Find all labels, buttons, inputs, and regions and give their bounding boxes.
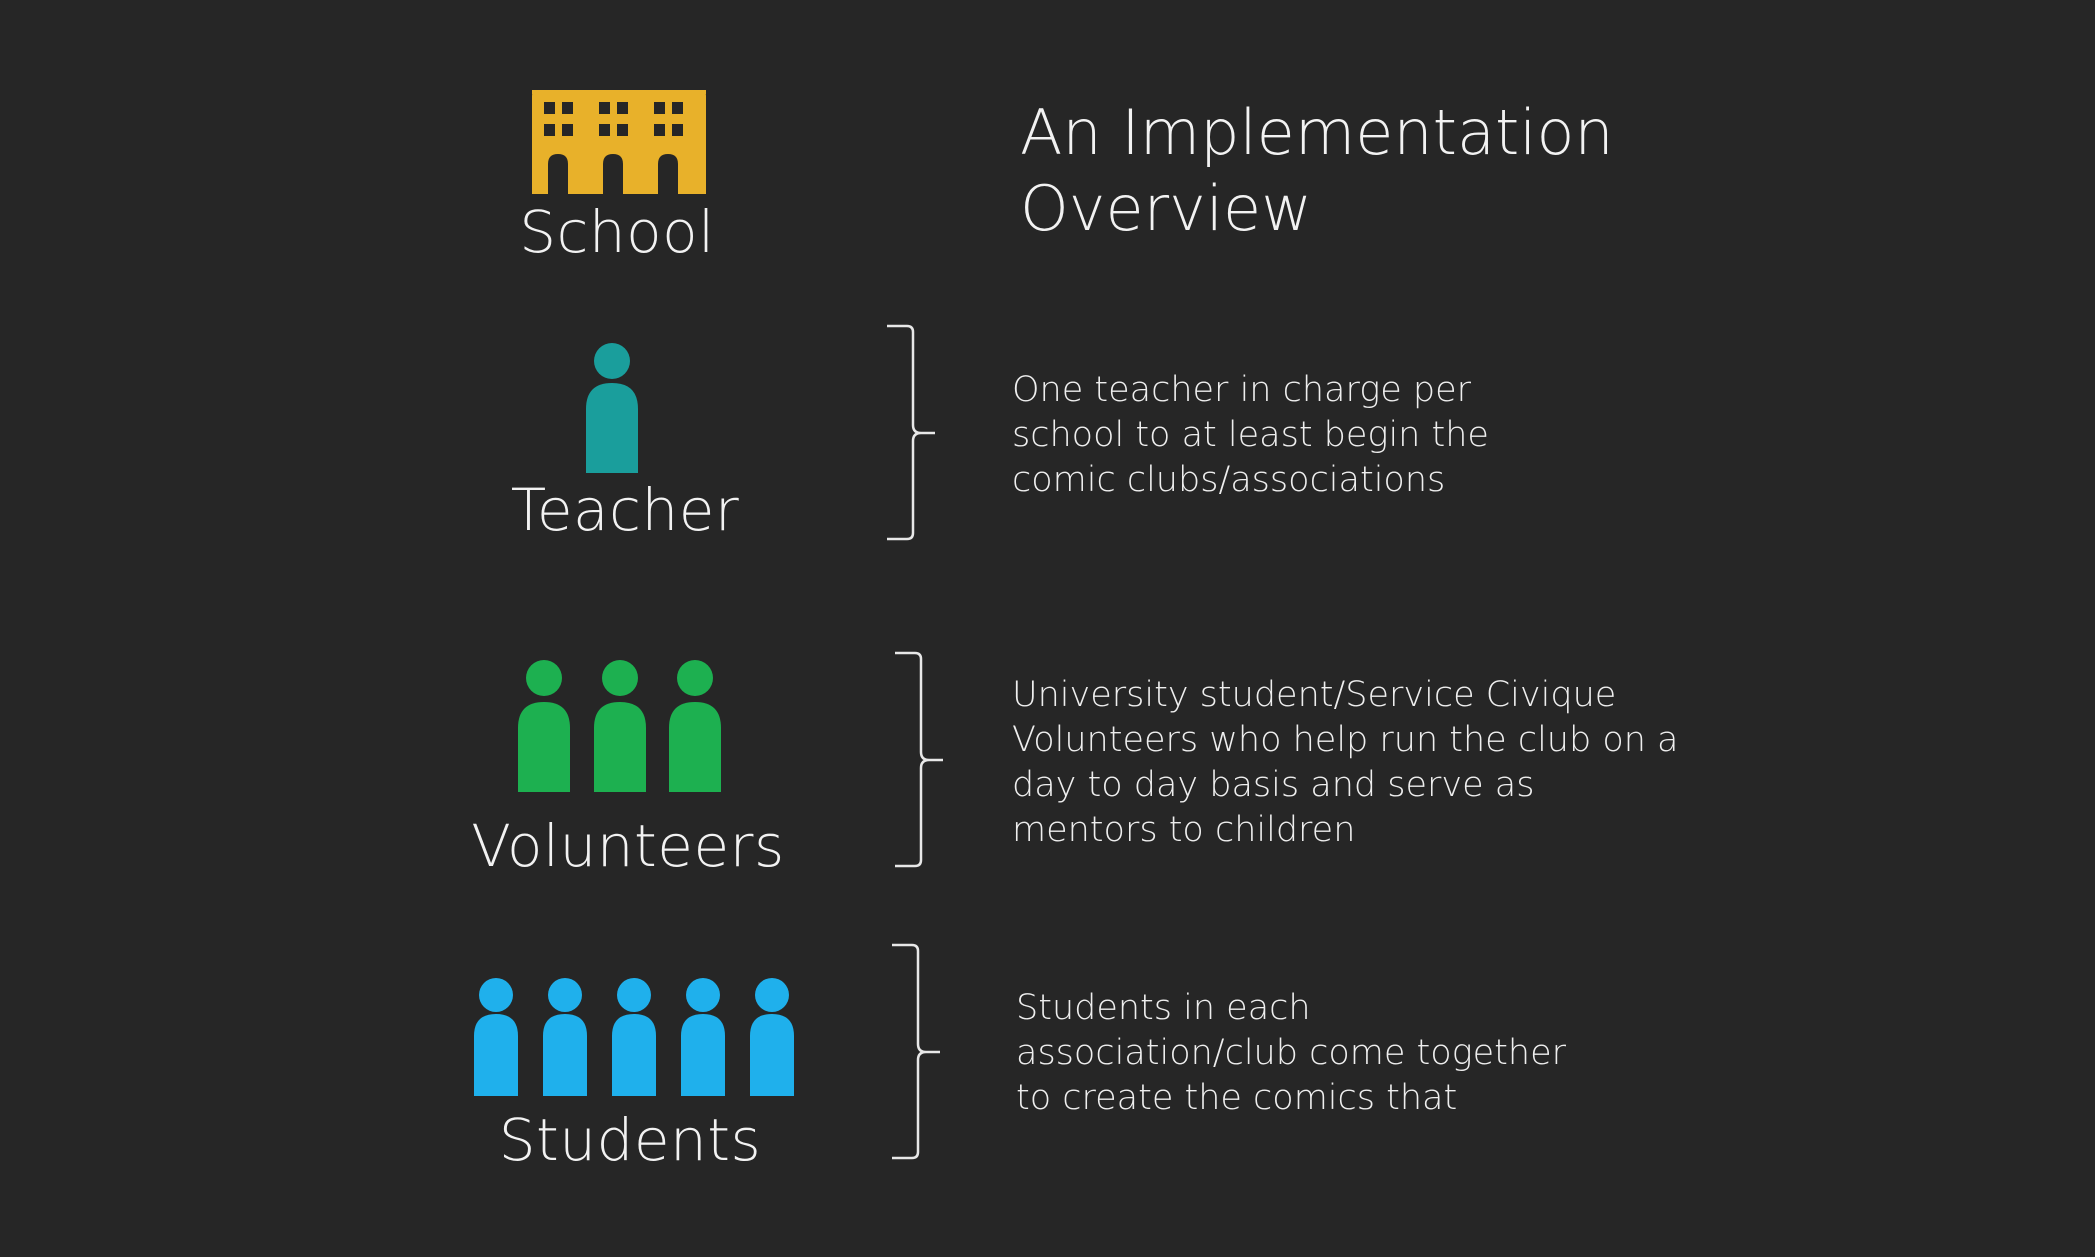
students-description-line: Students in each (1016, 988, 1311, 1028)
students-icon-group (474, 978, 796, 1096)
volunteers-description-line: mentors to children (1012, 810, 1356, 850)
student-person-icon (474, 978, 518, 1096)
teacher-description (1012, 368, 1489, 503)
tier-label-students: Students (498, 1106, 762, 1174)
volunteer-person-icon (594, 660, 646, 792)
teacher-description-line: One teacher in charge per (1012, 370, 1472, 410)
tier-label-teacher: Teacher (510, 476, 740, 544)
tier-label-school: School (519, 198, 715, 266)
teacher-description-line: comic clubs/associations (1012, 460, 1446, 500)
teacher-description-line: school to at least begin the (1012, 415, 1489, 455)
page-title-line-2: Overview (1020, 172, 1312, 245)
students-bracket (890, 944, 940, 1159)
tier-label-volunteers: Volunteers (471, 812, 785, 880)
teacher-person-icon (586, 343, 638, 473)
students-description-line: association/club come together (1016, 1033, 1566, 1073)
students-description (1016, 986, 1566, 1121)
teacher-bracket (885, 325, 935, 540)
student-person-icon (681, 978, 725, 1096)
volunteers-description-line: day to day basis and serve as (1012, 765, 1535, 805)
student-person-icon (612, 978, 656, 1096)
student-person-icon (750, 978, 794, 1096)
volunteers-bracket (893, 652, 943, 867)
students-description-line: to create the comics that (1016, 1078, 1458, 1118)
volunteer-person-icon (518, 660, 570, 792)
page-title (1020, 95, 1614, 247)
volunteers-description-line: Volunteers who help run the club on a (1012, 720, 1679, 760)
volunteers-description (1012, 673, 1679, 853)
student-person-icon (543, 978, 587, 1096)
volunteers-description-line: University student/Service Civique (1012, 675, 1617, 715)
page-title-line-1: An Implementation (1020, 96, 1614, 169)
volunteers-icon-group (518, 660, 722, 792)
school-building-icon (532, 90, 706, 194)
volunteer-person-icon (669, 660, 721, 792)
